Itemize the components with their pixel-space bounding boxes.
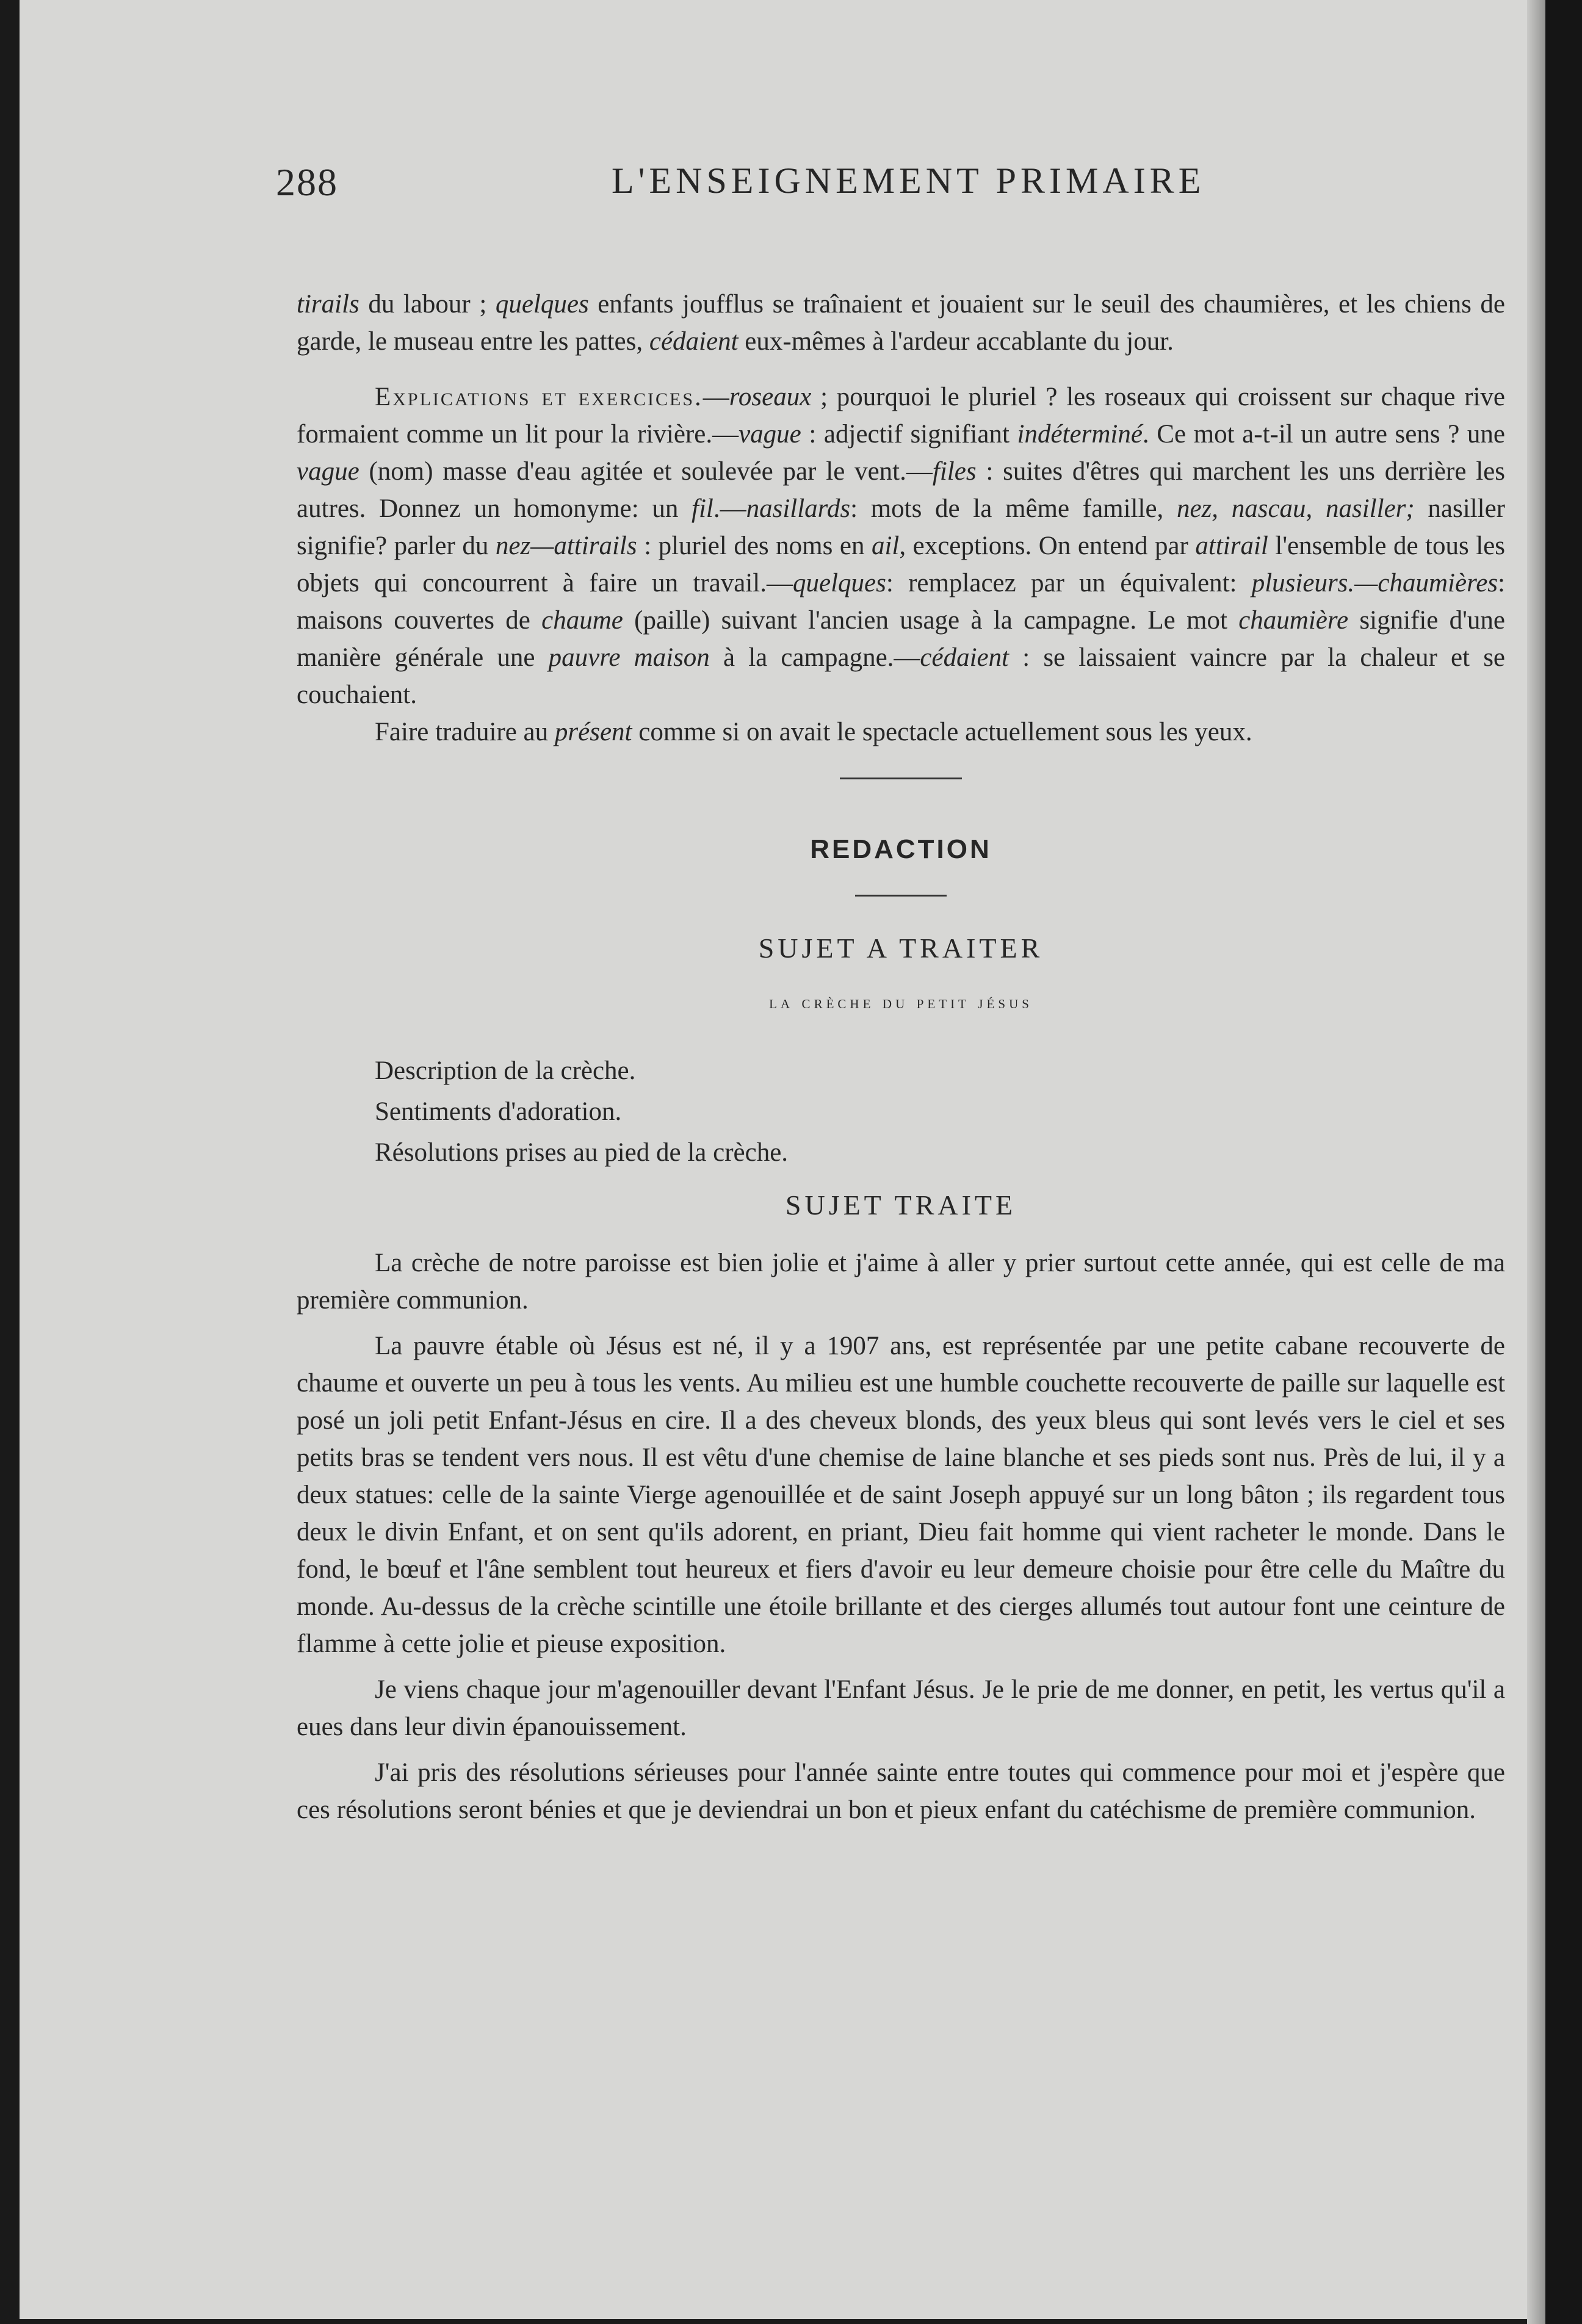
treated-heading: SUJET TRAITE	[785, 1189, 1017, 1221]
essay-paragraph: La crèche de notre paroisse est bien jolie et j'aime à aller y prier surtout cette année, qui est celle de ma première communion.	[297, 1249, 1505, 1315]
page-number: 288	[276, 161, 338, 204]
italic-word: files	[932, 457, 977, 486]
italic-word: cédaient	[649, 327, 739, 356]
text-run: —	[703, 383, 729, 411]
text-run: . Ce mot a-t-il un autre sens ? une	[1142, 420, 1505, 449]
italic-word: pauvre maison	[548, 643, 710, 672]
essay-paragraph: La pauvre étable où Jésus est né, il y a 1907 ans, est représentée par une petite cabane recouverte de chaume et ouverte un peu à tous les vents. Au milieu est une humble couchette recouverte de paille sur laquelle est posé un joli petit Enfant-Jésus en cire. Il a des cheveux blonds, des yeux bleus qui sont levés vers le ciel et ses petits bras se tendent vers nous. Il est vêtu d'une chemise de laine blanche et ses pieds sont nus. Près de lui, il y a deux statues: celle de la sainte Vierge agenouillée et de saint Joseph appuyé sur un long bâton ; ils regardent tous deux le divin Enfant, et on sent qu'ils adorent, en priant, Dieu fait homme qui vient racheter le monde. Dans le fond, le bœuf et l'âne semblent tout heureux et fiers d'avoir eu leur demeure choisie pour être celle du Maître du monde. Au-dessus de la crèche scintille une étoile brillante et des cierges allumés tout autour font une ceinture de flamme à cette jolie et pieuse exposition.	[297, 1332, 1505, 1658]
italic-word: plusieurs.—chaumières	[1251, 569, 1498, 597]
section-title: REDACTION	[810, 834, 992, 864]
italic-word: vague	[297, 457, 359, 486]
journal-title: L'ENSEIGNEMENT PRIMAIRE	[612, 161, 1205, 201]
essay	[297, 1244, 1505, 1828]
exercises-paragraph	[297, 378, 1505, 713]
text-run: à la campagne.—	[709, 643, 920, 672]
binding-edge	[1545, 0, 1582, 2324]
essay-paragraph: J'ai pris des résolutions sérieuses pour l'année sainte entre toutes qui commence pour moi et j'espère que ces résolutions seront bénies et que je deviendrai un bon et pieux enfant du catéchisme de première communion.	[297, 1758, 1505, 1824]
text-run: .—	[713, 494, 746, 523]
text-run: : remplacez par un équivalent:	[886, 569, 1252, 597]
italic-word: roseaux	[729, 383, 812, 411]
scanned-page	[20, 0, 1549, 2319]
outline-item: Résolutions prises au pied de la crèche.	[375, 1138, 789, 1167]
outline-item: Sentiments d'adoration.	[375, 1097, 622, 1126]
outline-item: Description de la crèche.	[375, 1056, 636, 1085]
divider	[855, 895, 947, 897]
text-run: (paille) suivant l'ancien usage à la campagne. Le mot	[623, 606, 1239, 635]
italic-word: nez—attirails	[495, 532, 637, 560]
divider	[840, 778, 962, 779]
text-run: ; pourquoi le pluriel ? les roseaux qui croissent sur chaque rive formaient comme un lit pour la rivière.—	[297, 383, 1505, 449]
italic-word: chaumière	[1238, 606, 1349, 635]
subject-title: la crèche du petit jésus	[769, 992, 1033, 1012]
exercises-text	[297, 383, 1505, 709]
excerpt-end-paragraph	[297, 286, 1505, 360]
italic-word: fil	[692, 494, 713, 523]
italic-word: vague	[739, 420, 801, 449]
outline-list	[297, 1050, 1505, 1173]
essay-paragraph: Je viens chaque jour m'agenouiller devant l'Enfant Jésus. Je le prie de me donner, en petit, les vertus qu'il a eues dans leur divin épanouissement.	[297, 1675, 1505, 1741]
running-head	[276, 160, 1484, 209]
italic-word: ail	[871, 532, 900, 560]
text-run: eux-mêmes à l'ardeur accablante du jour.	[738, 327, 1174, 356]
italic-word: tirails	[297, 290, 359, 319]
text-run: (nom) masse d'eau agitée et soulevée par le vent.—	[359, 457, 933, 486]
italic-word: indéterminé	[1017, 420, 1143, 449]
italic-word: quelques	[495, 290, 589, 319]
text-run: nasiller signifie? parler du	[297, 494, 1505, 560]
italic-word: attirail	[1195, 532, 1268, 560]
text-run: : suites d'êtres qui marchent les uns derrière les autres. Donnez un homonyme: un	[297, 457, 1505, 523]
exercises-label: Explications et exercices.	[375, 383, 703, 411]
text-run: : adjectif signifiant	[801, 420, 1017, 449]
text-run: comme si on avait le spectacle actuellement sous les yeux.	[632, 718, 1252, 746]
text-run: du labour ;	[359, 290, 496, 319]
text-run: : maisons couvertes de	[297, 569, 1505, 635]
page-body	[297, 286, 1505, 1837]
italic-word: présent	[554, 718, 632, 746]
text-run: : mots de la même famille,	[850, 494, 1177, 523]
text-run: : pluriel des noms en	[637, 532, 872, 560]
translate-paragraph	[297, 713, 1505, 751]
text-run: enfants joufflus se traînaient et jouaient sur le seuil des chaumières, et les chiens de garde, le museau entre les pattes,	[297, 290, 1505, 356]
italic-word: nez, nascau, nasiller;	[1176, 494, 1415, 523]
text-run: , exceptions. On entend par	[899, 532, 1196, 560]
text-run: signifie d'une manière générale une	[297, 606, 1505, 672]
italic-word: cédaient	[920, 643, 1010, 672]
text-run: : se laissaient vaincre par la chaleur et se couchaient.	[297, 643, 1506, 709]
italic-word: chaume	[541, 606, 623, 635]
italic-word: nasillards	[746, 494, 851, 523]
subject-heading: SUJET A TRAITER	[758, 933, 1044, 964]
italic-word: quelques	[793, 569, 886, 597]
text-run: Faire traduire au	[375, 718, 555, 746]
text-run: l'ensemble de tous les objets qui concourrent à faire un travail.—	[297, 532, 1506, 597]
